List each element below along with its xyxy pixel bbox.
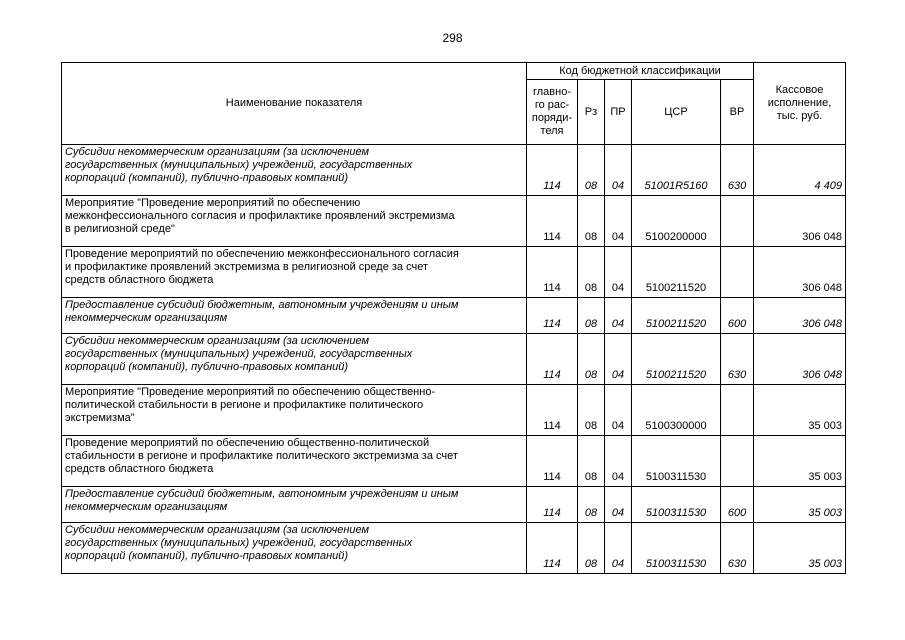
code-pr: 04 [605,145,632,196]
code-vr: 630 [721,145,754,196]
code-pr: 04 [605,436,632,487]
row-name-line: средств областного бюджета [65,463,214,475]
code-rz: 08 [578,145,605,196]
code-csr: 51001R5160 [632,145,721,196]
code-glav: 114 [527,385,578,436]
row-name-line: корпораций (компаний), публично-правовых компаний) [65,172,349,184]
row-name [62,385,527,436]
row-name-line: корпораций (компаний), публично-правовых компаний) [65,550,349,562]
row-name-line: и профилактике проявлений экстремизма в религиозной среде за счет [65,261,428,273]
row-name-line: Субсидии некоммерческим организациям (за исключением [65,335,370,347]
code-rz: 08 [578,298,605,334]
code-vr: 600 [721,487,754,523]
code-csr: 5100311530 [632,436,721,487]
row-name-line: некоммерческим организациям [65,312,228,324]
code-pr: 04 [605,487,632,523]
code-pr: 04 [605,196,632,247]
header-glav-line: главно- [532,86,571,98]
code-csr: 5100311530 [632,487,721,523]
row-name-line: Субсидии некоммерческим организациям (за исключением [65,146,370,158]
header-code-group: Код бюджетной классификации [527,63,754,80]
row-name-line: Проведение мероприятий по обеспечению общественно-политической [65,437,430,449]
table-row [62,523,846,574]
row-name-line: государственных (муниципальных) учреждений, государственных [65,537,413,549]
budget-table [61,62,846,574]
code-glav: 114 [527,196,578,247]
code-glav: 114 [527,487,578,523]
header-glav-line: поряди- [531,112,573,124]
table-body [62,145,846,574]
row-name [62,487,527,523]
header-sum-line: исполнение, [767,97,832,109]
code-csr: 5100211520 [632,298,721,334]
code-vr: 600 [721,298,754,334]
code-rz: 08 [578,385,605,436]
header-name [62,63,527,145]
row-name-line: Предоставление субсидий бюджетным, автономным учреждениям и иным [65,299,459,311]
code-rz: 08 [578,523,605,574]
code-vr [721,196,754,247]
amount: 306 048 [754,298,846,334]
row-name-line: Проведение мероприятий по обеспечению межконфессионального согласия [65,248,459,260]
amount: 35 003 [754,436,846,487]
code-csr: 5100300000 [632,385,721,436]
code-vr: 630 [721,523,754,574]
table-row [62,145,846,196]
amount: 35 003 [754,523,846,574]
code-glav: 114 [527,436,578,487]
row-name-line: средств областного бюджета [65,274,214,286]
header-csr: ЦСР [632,80,721,145]
code-vr [721,247,754,298]
row-name [62,436,527,487]
code-rz: 08 [578,436,605,487]
row-name-line: экстремизма" [65,412,135,424]
code-pr: 04 [605,298,632,334]
code-rz: 08 [578,196,605,247]
code-vr [721,385,754,436]
amount: 35 003 [754,385,846,436]
row-name-line: государственных (муниципальных) учреждений, государственных [65,348,413,360]
code-glav: 114 [527,523,578,574]
row-name-line: в религиозной среде" [65,223,175,235]
table-row [62,196,846,247]
header-sum [754,63,846,145]
code-glav: 114 [527,247,578,298]
row-name-line: корпораций (компаний), публично-правовых компаний) [65,361,349,373]
row-name [62,247,527,298]
row-name-line: Предоставление субсидий бюджетным, автономным учреждениям и иным [65,488,459,500]
header-rz: Рз [578,80,605,145]
code-rz: 08 [578,487,605,523]
amount: 4 409 [754,145,846,196]
amount: 306 048 [754,334,846,385]
header-glav-line: го рас- [534,99,570,111]
row-name-line: Субсидии некоммерческим организациям (за исключением [65,524,370,536]
code-glav: 114 [527,298,578,334]
code-pr: 04 [605,385,632,436]
header-sum-line: Кассовое [775,84,824,96]
row-name-line: стабильности в регионе и профилактике политического экстремизма за счет [65,450,458,462]
amount: 306 048 [754,247,846,298]
amount: 306 048 [754,196,846,247]
code-pr: 04 [605,334,632,385]
code-csr: 5100211520 [632,247,721,298]
code-vr [721,436,754,487]
code-glav: 114 [527,145,578,196]
code-rz: 08 [578,334,605,385]
table-row [62,247,846,298]
code-glav: 114 [527,334,578,385]
code-csr: 5100200000 [632,196,721,247]
code-pr: 04 [605,247,632,298]
row-name-line: некоммерческим организациям [65,501,228,513]
row-name-line: Мероприятие "Проведение мероприятий по обеспечению общественно- [65,386,436,398]
header-name-label: Наименование показателя [225,97,363,109]
table-row [62,298,846,334]
code-csr: 5100311530 [632,523,721,574]
header-glav [527,80,578,145]
code-csr: 5100211520 [632,334,721,385]
table-row [62,487,846,523]
header-vr: ВР [721,80,754,145]
row-name-line: государственных (муниципальных) учреждений, государственных [65,159,413,171]
row-name [62,196,527,247]
row-name-line: политической стабильности в регионе и профилактике политического [65,399,424,411]
page-number: 298 [442,31,463,45]
table-row [62,334,846,385]
code-vr: 630 [721,334,754,385]
table-row [62,385,846,436]
table-row [62,436,846,487]
code-rz: 08 [578,247,605,298]
row-name [62,334,527,385]
header-glav-line: теля [540,125,564,137]
row-name [62,145,527,196]
row-name [62,298,527,334]
row-name [62,523,527,574]
row-name-line: Мероприятие "Проведение мероприятий по обеспечению [65,197,361,209]
header-pr: ПР [605,80,632,145]
header-sum-line: тыс. руб. [776,110,823,122]
row-name-line: межконфессионального согласия и профилактике проявлений экстремизма [65,210,455,222]
amount: 35 003 [754,487,846,523]
code-pr: 04 [605,523,632,574]
